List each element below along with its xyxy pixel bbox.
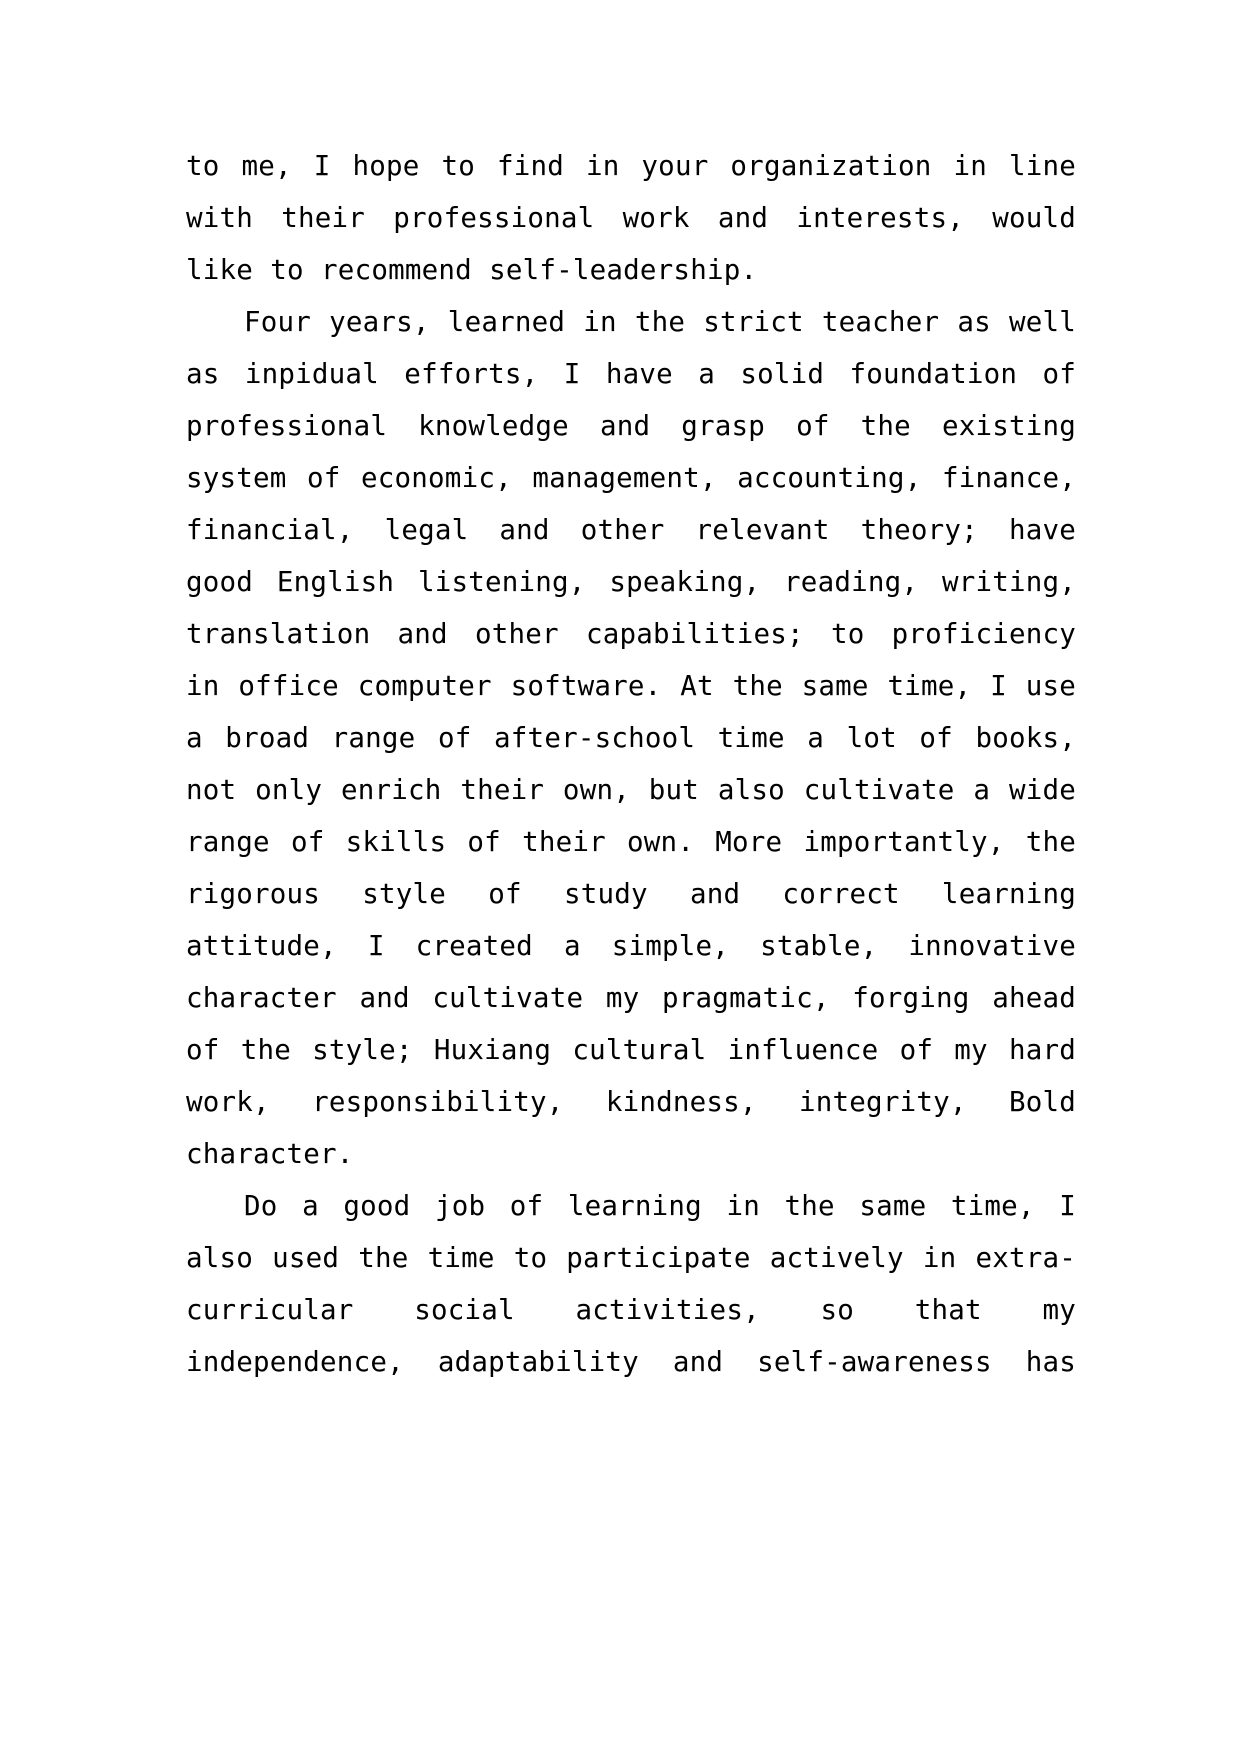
document-body [186,140,1076,1440]
paragraph-1: to me, I hope to find in your organization in line with their professional work and interests, would like to recommend self-leadership. [186,150,1076,286]
paragraph-2: Four years, learned in the strict teacher as well as inpidual efforts, I have a solid foundation of professional knowledge and grasp of the existing system of economic, management, accounting, finance, financial, legal and other relevant theory; have good English listening, speaking, reading, writing, translation and other capabilities; to proficiency in office computer software. At the same time, I use a broad range of after-school time a lot of books, not only enrich their own, but also cultivate a wide range of skills of their own. More importantly, the rigorous style of study and correct learning attitude, I created a simple, stable, innovative character and cultivate my pragmatic, forging ahead of the style; Huxiang cultural influence of my hard work, responsibility, kindness, integrity, Bold character. [186,306,1076,1170]
paragraph-3: Do a good job of learning in the same time, I also used the time to participate actively in extra-curricular social activities, so that my independence, adaptability and self-awareness has [186,1190,1076,1378]
